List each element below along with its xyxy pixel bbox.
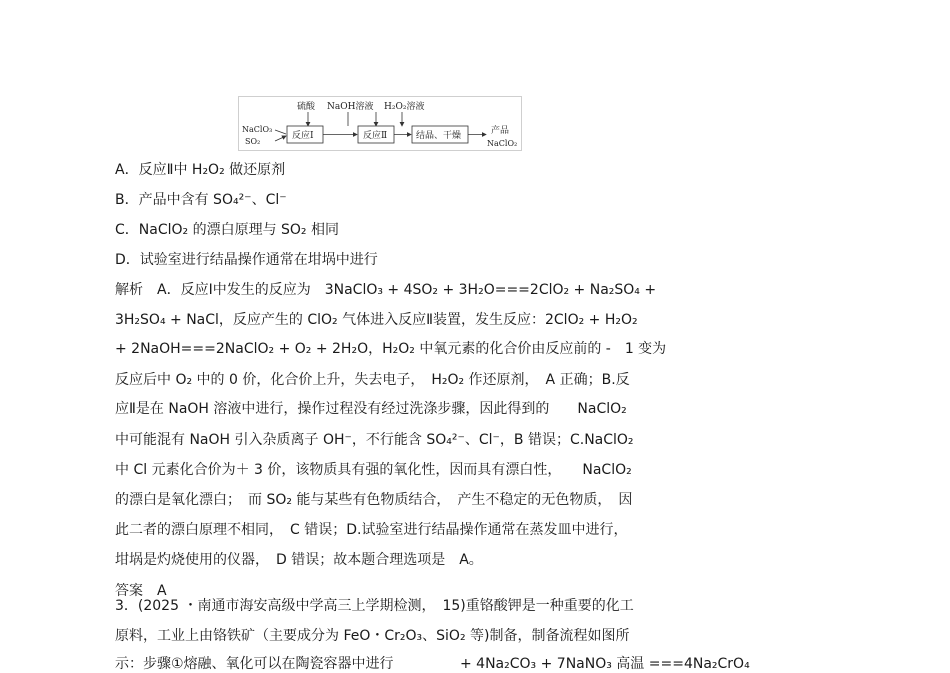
question3-line-2: 原料，工业上由铬铁矿（主要成分为 FeO・Cr₂O₃、SiO₂ 等)制备，制备流程如图所	[115, 628, 630, 644]
flow-diagram-svg	[239, 97, 523, 152]
reagent-h2o2: H₂O₂溶液	[384, 102, 425, 112]
analysis-line-2: 3H₂SO₄ + NaCl，反应产生的 ClO₂ 气体进入反应Ⅱ装置，发生反应：2ClO₂ + H₂O₂	[115, 312, 638, 328]
process-flow-diagram	[238, 96, 522, 151]
reactant-naclo3: NaClO₃	[242, 125, 273, 134]
analysis-line-3: + 2NaOH===2NaClO₂ + O₂ + 2H₂O，H₂O₂ 中氧元素的化合价由反应前的 - 1 变为	[115, 341, 667, 357]
question3-line-3-equation: + 4Na₂CO₃ + 7NaNO₃ 高温 ===4Na₂CrO₄	[460, 656, 750, 672]
option-d: D．试验室进行结晶操作通常在坩埚中进行	[115, 252, 378, 268]
analysis-line-10: 坩埚是灼烧使用的仪器， D 错误；故本题合理选项是 A。	[115, 552, 483, 568]
analysis-line-6: 中可能混有 NaOH 引入杂质离子 OH⁻，不行能含 SO₄²⁻、Cl⁻，B 错误；C.NaClO₂	[115, 432, 634, 448]
answer-line: 答案 A	[115, 583, 167, 599]
product-label: 产品	[491, 126, 510, 136]
option-c: C．NaClO₂ 的漂白原理与 SO₂ 相同	[115, 222, 339, 238]
reagent-naoh: NaOH溶液	[327, 102, 374, 112]
question3-line-3: 示：步骤①熔融、氧化可以在陶瓷容器中进行	[115, 656, 394, 672]
reagent-sulfuric-acid: 硫酸	[297, 102, 316, 112]
reactant-so2: SO₂	[245, 137, 261, 146]
option-a: A．反应Ⅱ中 H₂O₂ 做还原剂	[115, 162, 286, 178]
analysis-line-4: 反应后中 O₂ 中的 0 价，化合价上升，失去电子， H₂O₂ 作还原剂， A 正确；B.反	[115, 372, 630, 388]
product-formula: NaClO₂	[487, 139, 518, 148]
analysis-line-8: 的漂白是氧化漂白； 而 SO₂ 能与某些有色物质结合， 产生不稳定的无色物质， 因	[115, 492, 633, 508]
box-reaction-2-label: 反应Ⅱ	[363, 131, 388, 141]
box-reaction-1-label: 反应Ⅰ	[292, 131, 314, 141]
analysis-line-9: 此二者的漂白原理不相同， C 错误；D.试验室进行结晶操作通常在蒸发皿中进行，	[115, 522, 628, 538]
question3-line-1: 3．(2025 ・南通市海安高级中学高三上学期检测， 15)重铬酸钾是一种重要的化工	[115, 598, 634, 614]
analysis-line-5: 应Ⅱ是在 NaOH 溶液中进行，操作过程没有经过洗涤步骤，因此得到的 NaClO₂	[115, 401, 627, 417]
box-crystallize-dry-label: 结晶、干燥	[416, 131, 462, 141]
option-b: B．产品中含有 SO₄²⁻、Cl⁻	[115, 192, 287, 208]
analysis-line-1: 解析 A．反应Ⅰ中发生的反应为 3NaClO₃ + 4SO₂ + 3H₂O===2ClO₂ + Na₂SO₄ +	[115, 282, 657, 298]
analysis-line-7: 中 Cl 元素化合价为＋ 3 价，该物质具有强的氧化性，因而具有漂白性， NaClO₂	[115, 462, 632, 478]
